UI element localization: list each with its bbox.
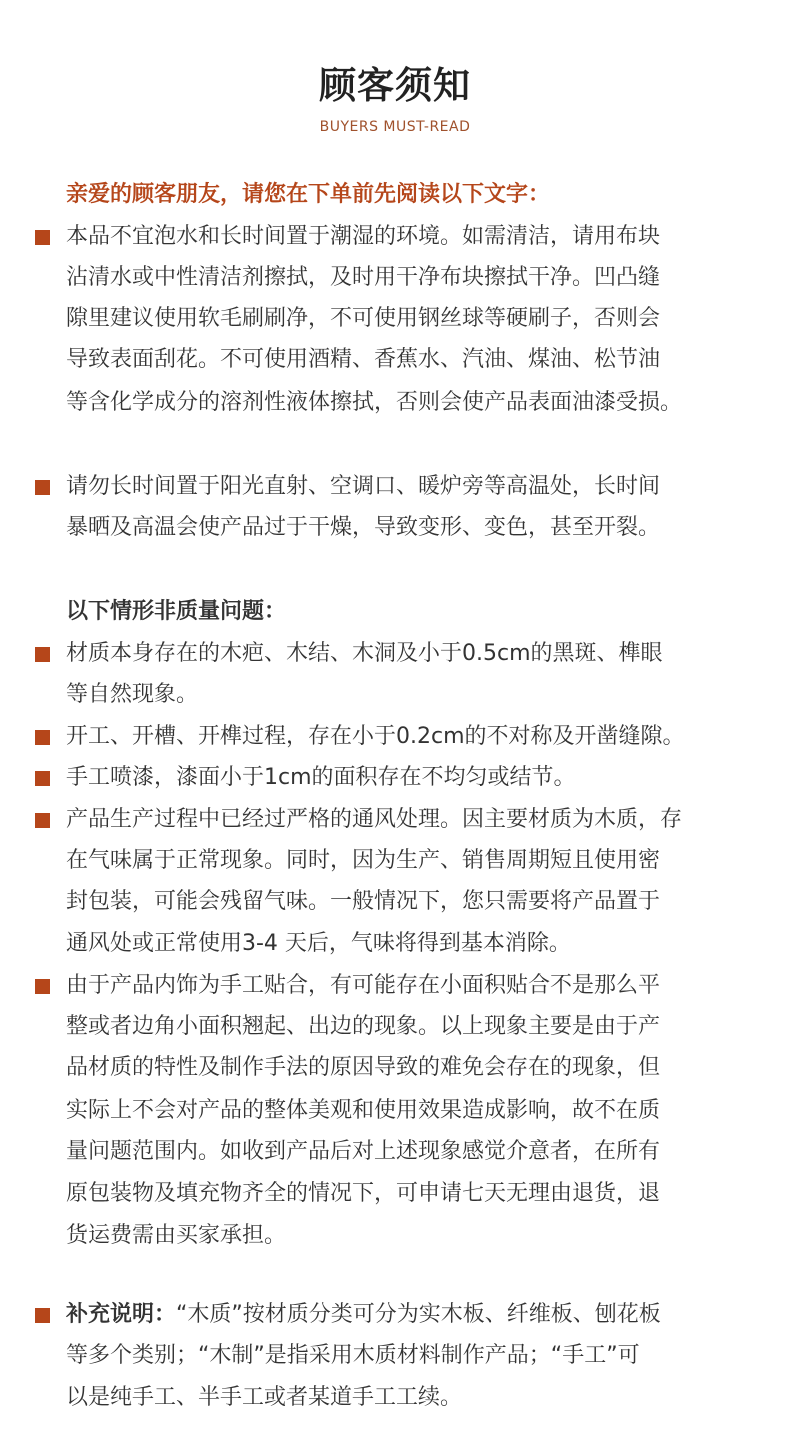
supplement-line: 等多个类别；“木制”是指采用木质材料制作产品；“手工”可 — [66, 1343, 640, 1368]
care-line: 请勿长时间置于阳光直射、空调口、暖炉旁等高温处，长时间 — [66, 474, 661, 499]
square-bullet-icon — [35, 771, 50, 786]
supplement-line: 以是纯手工、半手工或者某道手工工续。 — [66, 1385, 463, 1410]
page-title: 顾客须知 — [319, 64, 471, 107]
square-bullet-icon — [35, 730, 50, 745]
square-bullet-icon — [35, 1308, 50, 1323]
non-quality-line: 实际上不会对产品的整体美观和使用效果造成影响，故不在质 — [66, 1098, 661, 1123]
supplement-line: “木质”按材质分类可分为实木板、纤维板、刨花板 — [176, 1302, 661, 1327]
non-quality-line: 在气味属于正常现象。同时，因为生产、销售周期短且使用密 — [66, 848, 661, 873]
care-line: 导致表面刮花。不可使用酒精、香蕉水、汽油、煤油、松节油 — [66, 347, 661, 372]
non-quality-line: 量问题范围内。如收到产品后对上述现象感觉介意者，在所有 — [66, 1139, 661, 1164]
non-quality-line: 封包装，可能会残留气味。一般情况下，您只需要将产品置于 — [66, 889, 661, 914]
non-quality-line: 开工、开槽、开榫过程，存在小于0.2cm的不对称及开凿缝隙。 — [66, 724, 685, 749]
non-quality-line: 由于产品内饰为手工贴合，有可能存在小面积贴合不是那么平 — [66, 973, 661, 998]
non-quality-line: 手工喷漆，漆面小于1cm的面积存在不均匀或结节。 — [66, 765, 576, 790]
square-bullet-icon — [35, 979, 50, 994]
square-bullet-icon — [35, 480, 50, 495]
non-quality-line: 货运费需由买家承担。 — [66, 1223, 287, 1248]
care-line: 等含化学成分的溶剂性液体擦拭，否则会使产品表面油漆受损。 — [66, 390, 683, 415]
care-line: 暴晒及高温会使产品过于干燥，导致变形、变色，甚至开裂。 — [66, 515, 661, 540]
non-quality-line: 原包装物及填充物齐全的情况下，可申请七天无理由退货，退 — [66, 1181, 661, 1206]
non-quality-line: 材质本身存在的木疤、木结、木洞及小于0.5cm的黑斑、榫眼 — [66, 641, 663, 666]
non-quality-line: 产品生产过程中已经过严格的通风处理。因主要材质为木质，存 — [66, 807, 683, 832]
square-bullet-icon — [35, 813, 50, 828]
square-bullet-icon — [35, 647, 50, 662]
non-quality-heading: 以下情形非质量问题： — [66, 599, 287, 624]
intro-text: 亲爱的顾客朋友，请您在下单前先阅读以下文字： — [66, 182, 551, 207]
care-line: 沾清水或中性清洁剂擦拭，及时用干净布块擦拭干净。凹凸缝 — [66, 265, 661, 290]
page-subtitle: BUYERS MUST-READ — [319, 119, 471, 135]
square-bullet-icon — [35, 230, 50, 245]
care-line: 隙里建议使用软毛刷刷净，不可使用钢丝球等硬刷子，否则会 — [66, 306, 661, 331]
care-line: 本品不宜泡水和长时间置于潮湿的环境。如需清洁，请用布块 — [66, 224, 661, 249]
supplement-label: 补充说明： — [66, 1302, 177, 1327]
supplement-first-line — [66, 1300, 661, 1330]
non-quality-line: 整或者边角小面积翘起、出边的现象。以上现象主要是由于产 — [66, 1014, 661, 1039]
non-quality-line: 品材质的特性及制作手法的原因导致的难免会存在的现象，但 — [66, 1055, 661, 1080]
non-quality-line: 通风处或正常使用3-4 天后，气味将得到基本消除。 — [66, 931, 571, 956]
non-quality-line: 等自然现象。 — [66, 682, 199, 707]
